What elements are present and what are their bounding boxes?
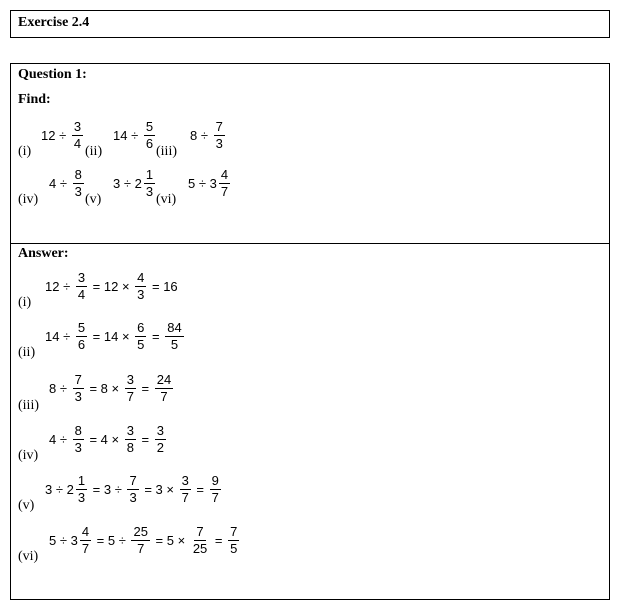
math-text: 14 ÷ xyxy=(45,329,74,344)
fraction xyxy=(228,525,239,556)
fraction-numerator: 6 xyxy=(137,320,145,335)
fraction-numerator: 7 xyxy=(196,524,204,539)
answer-item-label: (iii) xyxy=(18,398,39,413)
math-text: = 4 × xyxy=(85,432,123,447)
question-item-label: (v) xyxy=(85,192,102,207)
fraction-numerator: 84 xyxy=(167,320,182,335)
math-text: = 5 ÷ xyxy=(93,533,130,548)
math-text: 8 ÷ xyxy=(190,128,212,143)
question-item-label: (iii) xyxy=(156,144,177,159)
fraction-numerator: 4 xyxy=(220,167,229,182)
question-item-label: (vi) xyxy=(156,192,177,207)
fraction-denominator: 3 xyxy=(74,389,82,404)
fraction xyxy=(210,474,221,505)
fraction xyxy=(180,474,191,505)
question-item-expression xyxy=(112,120,156,151)
fraction xyxy=(144,168,155,199)
fraction xyxy=(155,373,173,404)
fraction-denominator: 5 xyxy=(230,541,238,556)
fraction-numerator: 4 xyxy=(81,524,90,539)
math-text: = 3 ÷ xyxy=(89,482,126,497)
math-text: = xyxy=(192,482,208,497)
fraction xyxy=(80,525,91,556)
fraction xyxy=(191,525,209,556)
math-text: = xyxy=(137,432,153,447)
fraction xyxy=(131,525,149,556)
math-text: 3 ÷ 2 xyxy=(45,482,74,497)
math-text: = xyxy=(137,381,153,396)
fraction-numerator: 5 xyxy=(77,320,86,335)
math-text: 5 ÷ 3 xyxy=(188,176,217,191)
fraction xyxy=(219,168,230,199)
fraction-denominator: 6 xyxy=(145,136,154,151)
fraction xyxy=(155,424,166,455)
fraction-denominator: 5 xyxy=(170,337,179,352)
math-text: = 16 xyxy=(148,279,178,294)
fraction-numerator: 3 xyxy=(181,473,189,488)
answer-item-expression xyxy=(48,424,167,455)
answer-heading: Answer: xyxy=(18,246,69,261)
fraction-denominator: 7 xyxy=(211,490,219,505)
answer-item-expression xyxy=(48,525,240,556)
math-text: 14 ÷ xyxy=(113,128,142,143)
fraction-denominator: 7 xyxy=(81,541,90,556)
fraction-denominator: 4 xyxy=(77,287,86,302)
answer-item-label: (iv) xyxy=(18,448,39,463)
fraction-numerator: 7 xyxy=(230,524,238,539)
fraction-denominator: 5 xyxy=(137,337,145,352)
fraction-denominator: 3 xyxy=(215,136,223,151)
fraction xyxy=(165,321,183,352)
fraction-denominator: 4 xyxy=(73,136,82,151)
fraction xyxy=(214,120,225,151)
fraction-denominator: 7 xyxy=(220,184,229,199)
fraction-denominator: 7 xyxy=(137,541,145,556)
fraction-numerator: 8 xyxy=(74,167,82,182)
fraction xyxy=(73,373,84,404)
fraction-numerator: 7 xyxy=(74,372,82,387)
question-item-expression xyxy=(48,168,85,199)
fraction-numerator: 5 xyxy=(145,119,154,134)
question-instruction: Find: xyxy=(18,92,51,107)
fraction xyxy=(144,120,155,151)
math-text: = 14 × xyxy=(89,329,134,344)
question-item-expression xyxy=(40,120,84,151)
fraction-numerator: 8 xyxy=(74,423,82,438)
fraction-denominator: 3 xyxy=(145,184,154,199)
fraction xyxy=(72,120,83,151)
fraction-numerator: 3 xyxy=(73,119,82,134)
exercise-title: Exercise 2.4 xyxy=(18,15,90,30)
math-text: 4 ÷ xyxy=(49,176,71,191)
fraction xyxy=(125,373,136,404)
fraction-denominator: 6 xyxy=(77,337,86,352)
fraction xyxy=(127,474,138,505)
fraction-numerator: 4 xyxy=(137,270,145,285)
fraction xyxy=(135,271,146,302)
fraction-numerator: 1 xyxy=(77,473,86,488)
fraction-denominator: 3 xyxy=(74,440,82,455)
fraction xyxy=(73,168,84,199)
math-text: 8 ÷ xyxy=(49,381,71,396)
fraction-denominator: 3 xyxy=(137,287,145,302)
question-item-expression xyxy=(189,120,226,151)
math-text: 3 ÷ 2 xyxy=(113,176,142,191)
question-item-label: (ii) xyxy=(85,144,103,159)
fraction-denominator: 7 xyxy=(181,490,189,505)
math-text: 4 ÷ xyxy=(49,432,71,447)
fraction-denominator: 25 xyxy=(192,541,208,556)
fraction-numerator: 3 xyxy=(77,270,86,285)
answer-item-expression xyxy=(44,474,222,505)
fraction-denominator: 3 xyxy=(77,490,86,505)
math-text: = xyxy=(211,533,227,548)
fraction-denominator: 3 xyxy=(129,490,137,505)
math-text: = 3 × xyxy=(140,482,178,497)
fraction xyxy=(125,424,136,455)
fraction-numerator: 9 xyxy=(211,473,219,488)
fraction-numerator: 7 xyxy=(215,119,223,134)
answer-item-expression xyxy=(44,271,179,302)
question-item-expression xyxy=(112,168,156,199)
math-text: 5 ÷ 3 xyxy=(49,533,78,548)
fraction-numerator: 3 xyxy=(156,423,164,438)
fraction-denominator: 3 xyxy=(74,184,82,199)
answer-item-expression xyxy=(44,321,185,352)
math-text: = 5 × xyxy=(151,533,189,548)
math-text: = 8 × xyxy=(85,381,123,396)
fraction-numerator: 24 xyxy=(156,372,172,387)
answer-item-label: (v) xyxy=(18,498,35,513)
math-text: = xyxy=(148,329,164,344)
math-text: 12 ÷ xyxy=(41,128,70,143)
fraction-denominator: 2 xyxy=(156,440,164,455)
fraction-denominator: 7 xyxy=(160,389,168,404)
fraction-denominator: 8 xyxy=(126,440,134,455)
fraction-denominator: 7 xyxy=(126,389,134,404)
answer-item-label: (ii) xyxy=(18,345,36,360)
fraction-numerator: 1 xyxy=(145,167,154,182)
question-item-label: (iv) xyxy=(18,192,39,207)
math-text: 12 ÷ xyxy=(45,279,74,294)
fraction xyxy=(73,424,84,455)
fraction-numerator: 3 xyxy=(126,423,134,438)
answer-item-expression xyxy=(48,373,174,404)
question-heading: Question 1: xyxy=(18,67,87,82)
fraction-numerator: 3 xyxy=(126,372,134,387)
question-item-label: (i) xyxy=(18,144,32,159)
question-answer-box xyxy=(10,63,610,600)
section-divider xyxy=(11,243,609,244)
fraction xyxy=(76,321,87,352)
fraction-numerator: 25 xyxy=(133,524,148,539)
math-text: = 12 × xyxy=(89,279,134,294)
fraction xyxy=(135,321,146,352)
answer-item-label: (vi) xyxy=(18,549,39,564)
fraction xyxy=(76,271,87,302)
exercise-title-box xyxy=(10,10,610,38)
question-item-expression xyxy=(187,168,231,199)
answer-item-label: (i) xyxy=(18,295,32,310)
fraction xyxy=(76,474,87,505)
fraction-numerator: 7 xyxy=(129,473,137,488)
